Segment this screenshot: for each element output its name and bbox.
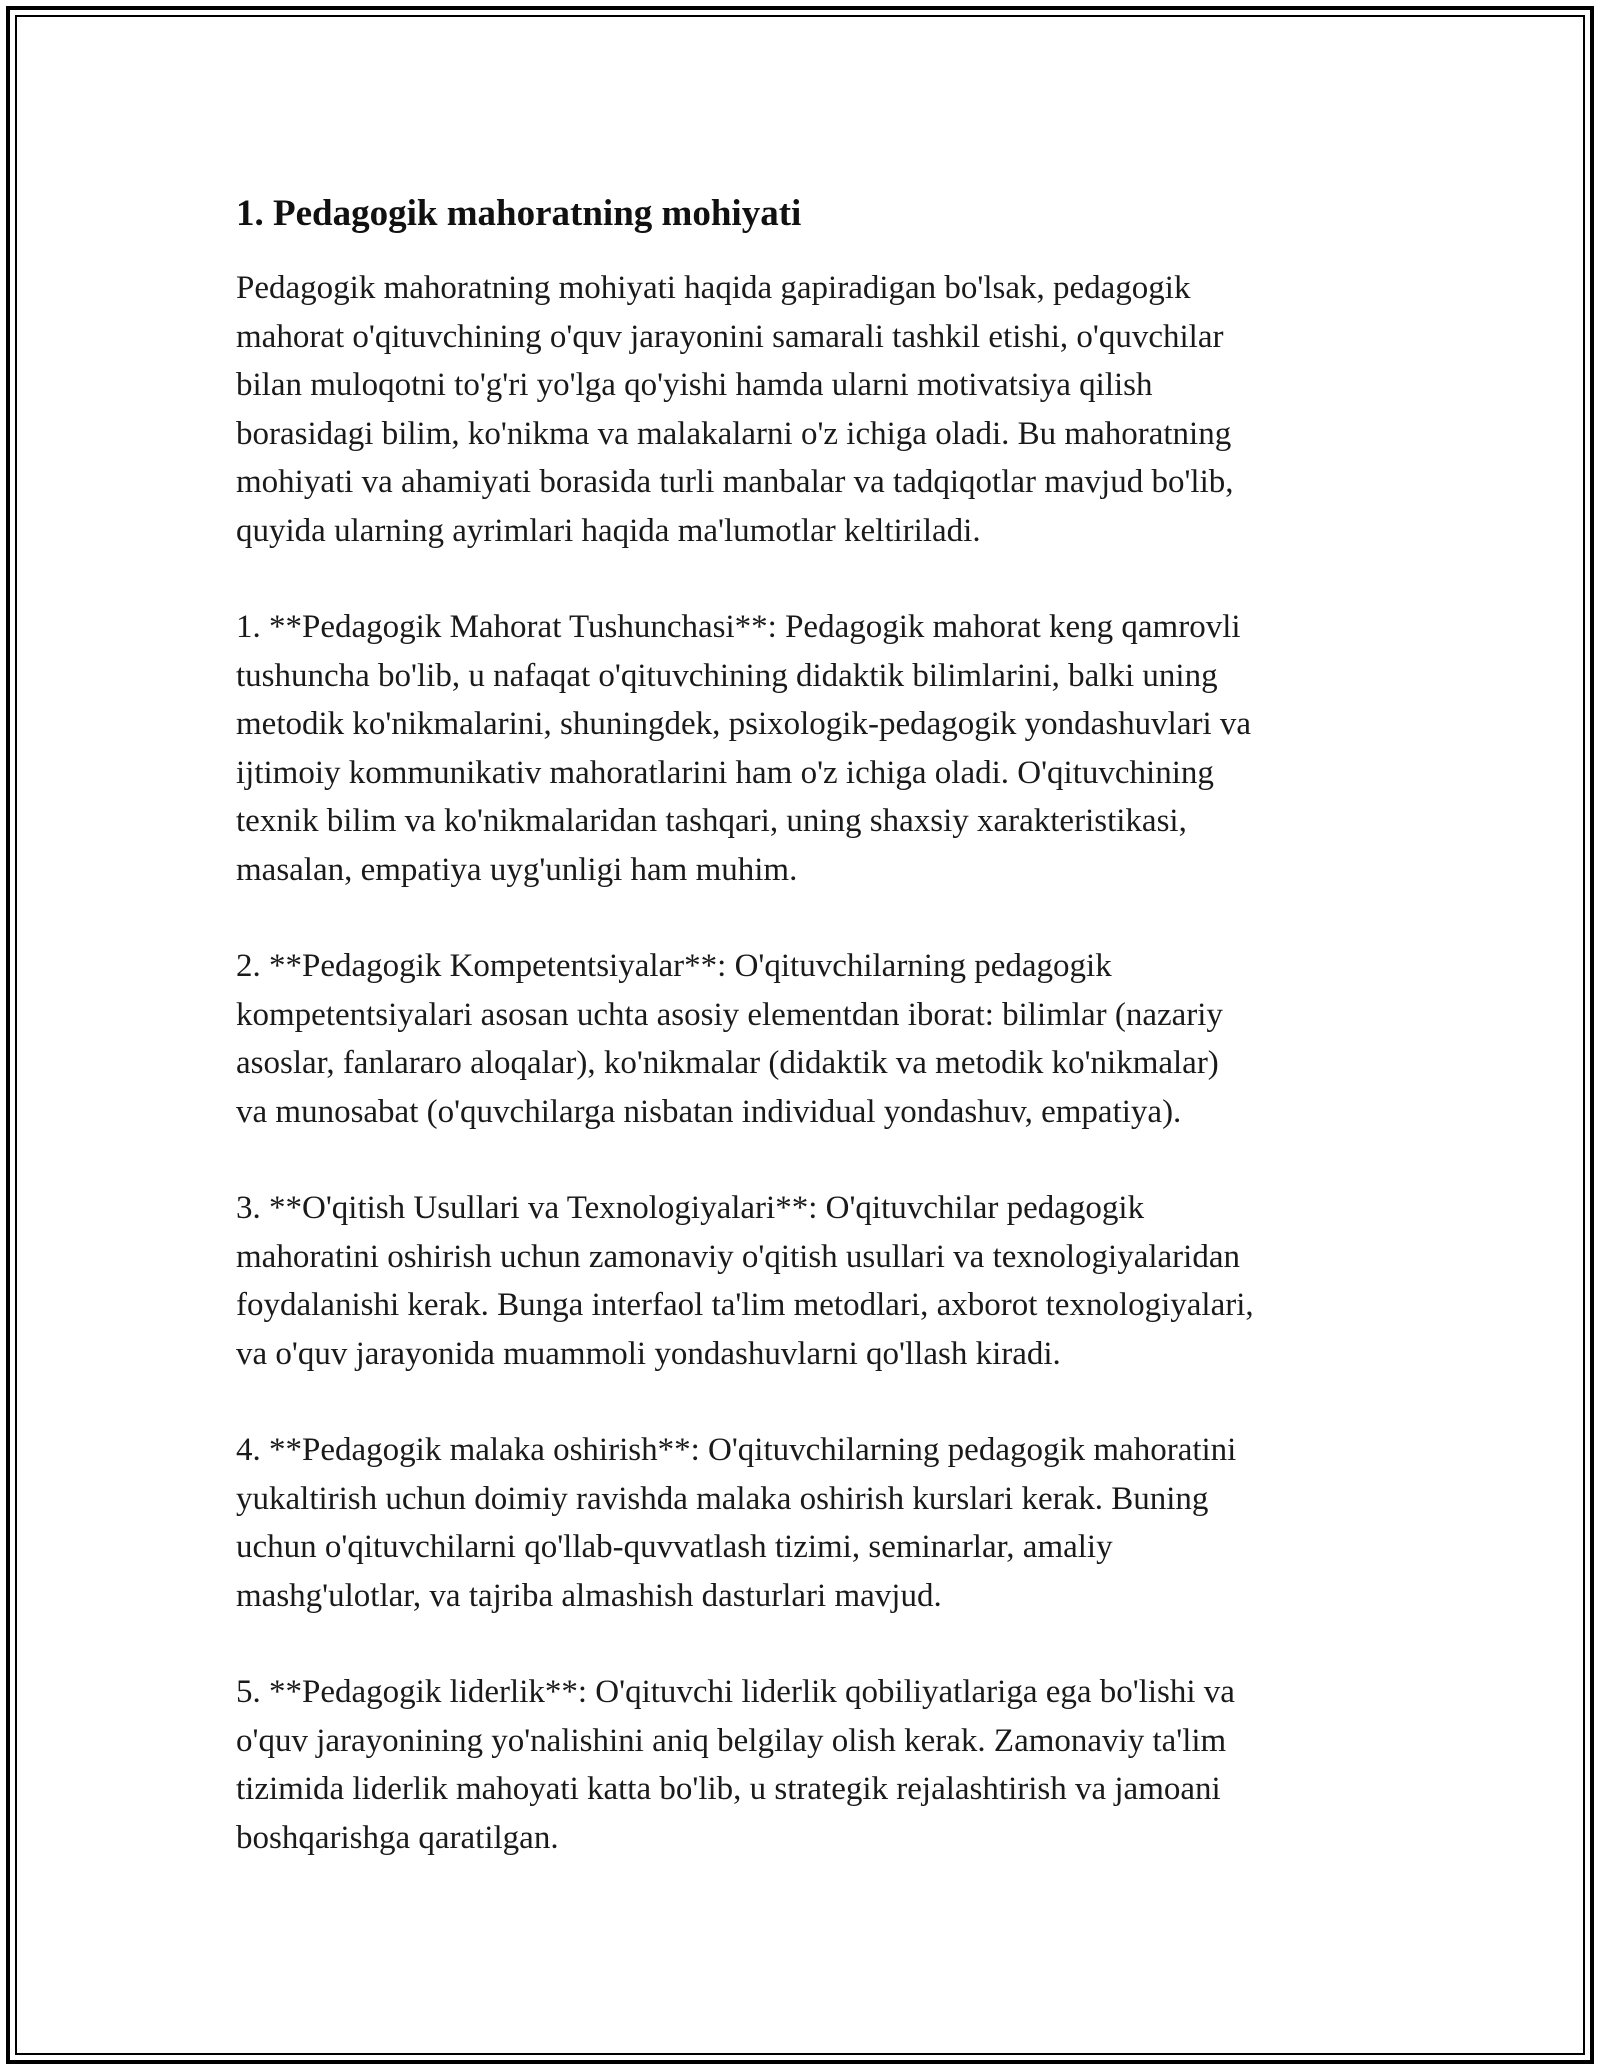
point-1-paragraph: 1. **Pedagogik Mahorat Tushunchasi**: Pedagogik mahorat keng qamrovli tushuncha bo'lib, u nafaqat o'qituvchining didaktik bilimlarini, balki uning metodik ko'nikmalarini, shuningdek, psixologik-pedagogik yondashuvlari va ijtimoiy kommunikativ mahoratlarini ham o'z ichiga oladi. O'qituvchining texnik bilim va ko'nikmalaridan tashqari, uning shaxsiy xarakteristikasi, masalan, empatiya uyg'unligi ham muhim.	[236, 609, 1252, 888]
document-body	[236, 186, 1396, 1910]
point-4-paragraph: 4. **Pedagogik malaka oshirish**: O'qituvchilarning pedagogik mahoratini yukaltirish uchun doimiy ravishda malaka oshirish kurslari kerak. Buning uchun o'qituvchilarni qo'llab-quvvatlash tizimi, seminarlar, amaliy mashg'ulotlar, va tajriba almashish dasturlari mavjud.	[236, 1432, 1237, 1614]
section-heading: 1. Pedagogik mahoratning mohiyati	[236, 193, 802, 234]
intro-paragraph: Pedagogik mahoratning mohiyati haqida gapiradigan bo'lsak, pedagogik mahorat o'qituvchining o'quv jarayonini samarali tashkil etishi, o'quvchilar bilan muloqotni to'g'ri yo'lga qo'yishi hamda ularni motivatsiya qilish borasidagi bilim, ko'nikma va malakalarni o'z ichiga oladi. Bu mahoratning mohiyati va ahamiyati borasida turli manbalar va tadqiqotlar mavjud bo'lib, quyida ularning ayrimlari haqida ma'lumotlar keltiriladi.	[236, 270, 1234, 549]
point-5-paragraph: 5. **Pedagogik liderlik**: O'qituvchi liderlik qobiliyatlariga ega bo'lishi va o'quv jarayonining yo'nalishini aniq belgilay olish kerak. Zamonaviy ta'lim tizimida liderlik mahoyati katta bo'lib, u strategik rejalashtirish va jamoani boshqarishga qaratilgan.	[236, 1674, 1235, 1856]
point-2-paragraph: 2. **Pedagogik Kompetentsiyalar**: O'qituvchilarning pedagogik kompetentsiyalari asosan uchta asosiy elementdan iborat: bilimlar (nazariy asoslar, fanlararo aloqalar), ko'nikmalar (didaktik va metodik ko'nikmalar) va munosabat (o'quvchilarga nisbatan individual yondashuv, empatiya).	[236, 948, 1223, 1130]
point-3-paragraph: 3. **O'qitish Usullari va Texnologiyalari**: O'qituvchilar pedagogik mahoratini oshirish uchun zamonaviy o'qitish usullari va texnologiyalaridan foydalanishi kerak. Bunga interfaol ta'lim metodlari, axborot texnologiyalari, va o'quv jarayonida muammoli yondashuvlarni qo'llash kiradi.	[236, 1190, 1254, 1372]
